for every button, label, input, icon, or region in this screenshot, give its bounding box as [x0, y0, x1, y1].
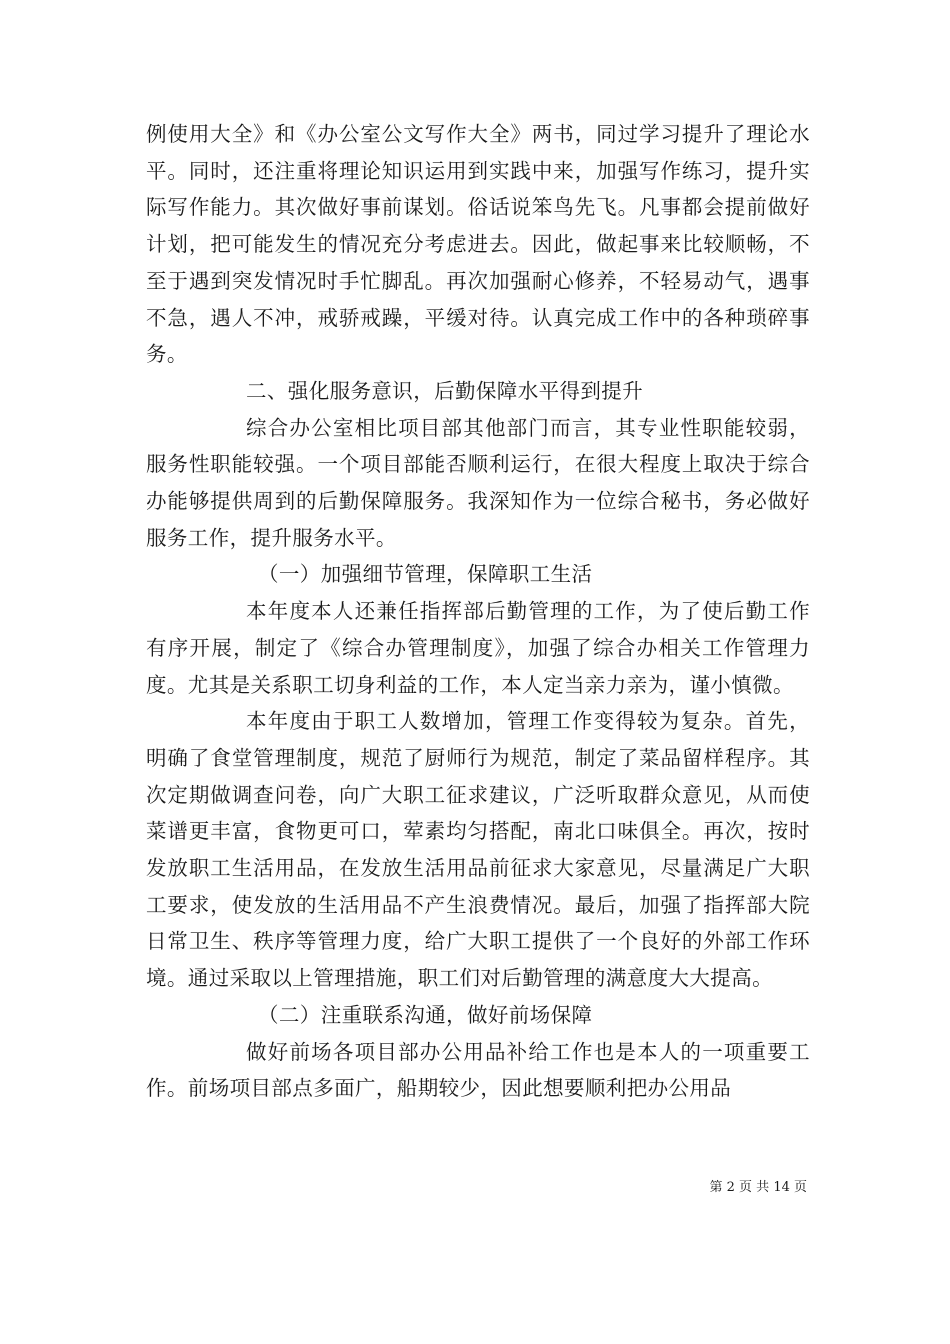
paragraph: 综合办公室相比项目部其他部门而言，其专业性职能较弱，服务性职能较强。一个项目部能否顺利运行，在很大程度上取决于综合办能够提供周到的后勤保障服务。我深知作为一位综合秘书，务必做好服务工作，提升服务水平。	[146, 415, 810, 550]
paragraph-continuation: 例使用大全》和《办公室公文写作大全》两书，同过学习提升了理论水平。同时，还注重将理论知识运用到实践中来，加强写作练习，提升实际写作能力。其次做好事前谋划。俗话说笨鸟先飞。凡事都会提前做好计划，把可能发生的情况充分考虑进去。因此，做起事来比较顺畅，不至于遇到突发情况时手忙脚乱。再次加强耐心修养，不轻易动气，遇事不急，遇人不冲，戒骄戒躁，平缓对待。认真完成工作中的各种琐碎事务。	[146, 122, 810, 367]
subsection-heading: （二）注重联系沟通，做好前场保障	[258, 1002, 593, 1027]
subsection-heading: （一）加强细节管理，保障职工生活	[258, 562, 593, 587]
page-number-footer: 第 2 页 共 14 页	[709, 1180, 807, 1195]
paragraph: 做好前场各项目部办公用品补给工作也是本人的一项重要工作。前场项目部点多面广，船期较少，因此想要顺利把办公用品	[146, 1039, 810, 1101]
paragraph: 本年度由于职工人数增加，管理工作变得较为复杂。首先，明确了食堂管理制度，规范了厨师行为规范，制定了菜品留样程序。其次定期做调查问卷，向广大职工征求建议，广泛听取群众意见，从而使菜谱更丰富，食物更可口，荤素均匀搭配，南北口味俱全。再次，按时发放职工生活用品，在发放生活用品前征求大家意见，尽量满足广大职工要求，使发放的生活用品不产生浪费情况。最后，加强了指挥部大院日常卫生、秩序等管理力度，给广大职工提供了一个良好的外部工作环境。通过采取以上管理措施，职工们对后勤管理的满意度大大提高。	[146, 709, 810, 991]
paragraph: 本年度本人还兼任指挥部后勤管理的工作，为了使后勤工作有序开展，制定了《综合办管理制度》，加强了综合办相关工作管理力度。尤其是关系职工切身利益的工作，本人定当亲力亲为，谨小慎微。	[146, 599, 810, 697]
document-body	[146, 116, 810, 1107]
section-heading: 二、强化服务意识，后勤保障水平得到提升	[246, 378, 644, 403]
